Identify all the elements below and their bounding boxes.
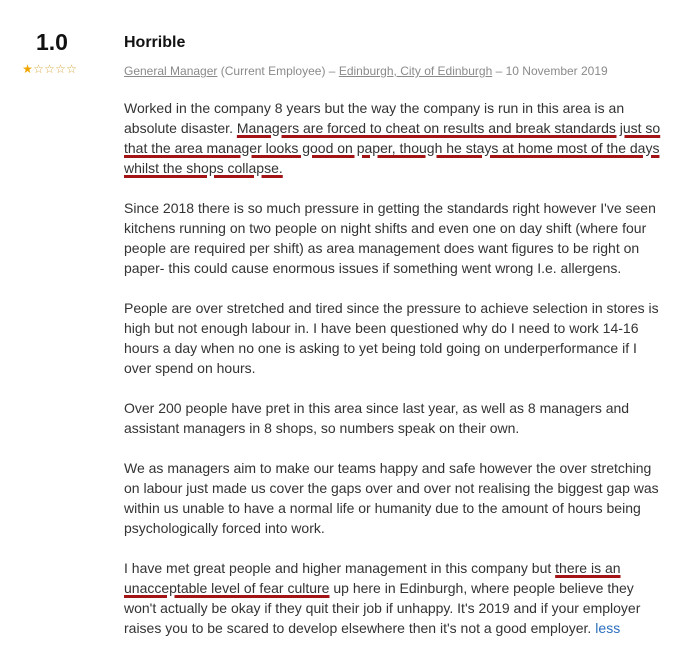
review-meta [124, 63, 664, 79]
review-paragraph [124, 558, 664, 638]
review-body [124, 98, 664, 638]
review-paragraph: Since 2018 there is so much pressure in getting the standards right however I've seen kitchens running on two people on night shifts and even one on day shift (where four people are required per shift) as area management does want figures to be right on paper- this could cause enormous issues if something went wrong I.e. allergens. [124, 200, 656, 276]
star-empty-icon: ☆ [66, 62, 77, 76]
meta-separator: – [328, 64, 336, 78]
review-title: Horrible [124, 34, 186, 51]
overall-rating: 1.0 [36, 29, 68, 55]
review-card [124, 32, 664, 658]
review-paragraph: Over 200 people have pret in this area since last year, as well as 8 managers and assistant managers in 8 shops, so numbers speak on their own. [124, 400, 630, 436]
star-empty-icon: ☆ [33, 62, 44, 76]
paragraph-text: I have met great people and higher management in this company but [124, 560, 556, 576]
star-rating [22, 62, 86, 76]
highlighted-text: there is an unacceptable level of fear culture [124, 560, 621, 596]
review-paragraph: We as managers aim to make our teams happy and safe however the over stretching on labour just made us cover the gaps over and over not realising the biggest gap was within us unable to have a normal life or humanity due to the amount of hours being psychologically forced into work. [124, 460, 659, 536]
review-date: 10 November 2019 [505, 64, 608, 78]
paragraph-text: up here in Edinburgh, where people believe they won't actually be okay if they quit their job if unhappy. It's 2019 and if your employer raises you to be scared to develop elsewhere then it's not a good employer. [124, 580, 641, 636]
job-title-link[interactable]: General Manager [124, 64, 218, 78]
highlighted-text: Managers are forced to cheat on results and break standards just so that the area manager looks good on paper, though he stays at home most of the days whilst the shops collapse. [124, 120, 661, 176]
location-link[interactable]: Edinburgh, City of Edinburgh [338, 64, 493, 78]
star-empty-icon: ☆ [55, 62, 66, 76]
paragraph-text: Worked in the company 8 years but the way the company is run in this area is an absolute disaster. [124, 100, 625, 136]
meta-separator: – [495, 64, 503, 78]
rating-block [22, 28, 86, 76]
star-filled-icon: ★ [22, 62, 33, 76]
star-empty-icon: ☆ [44, 62, 55, 76]
review-paragraph: People are over stretched and tired since the pressure to achieve selection in stores is high but not enough labour in. I have been questioned why do I need to work 14-16 hours a day when no one is asking to yet being told going on underperformance if I over spend on hours. [124, 300, 659, 376]
show-less-link[interactable]: less [595, 620, 621, 636]
employment-status: (Current Employee) [220, 64, 326, 78]
review-paragraph [124, 98, 664, 178]
